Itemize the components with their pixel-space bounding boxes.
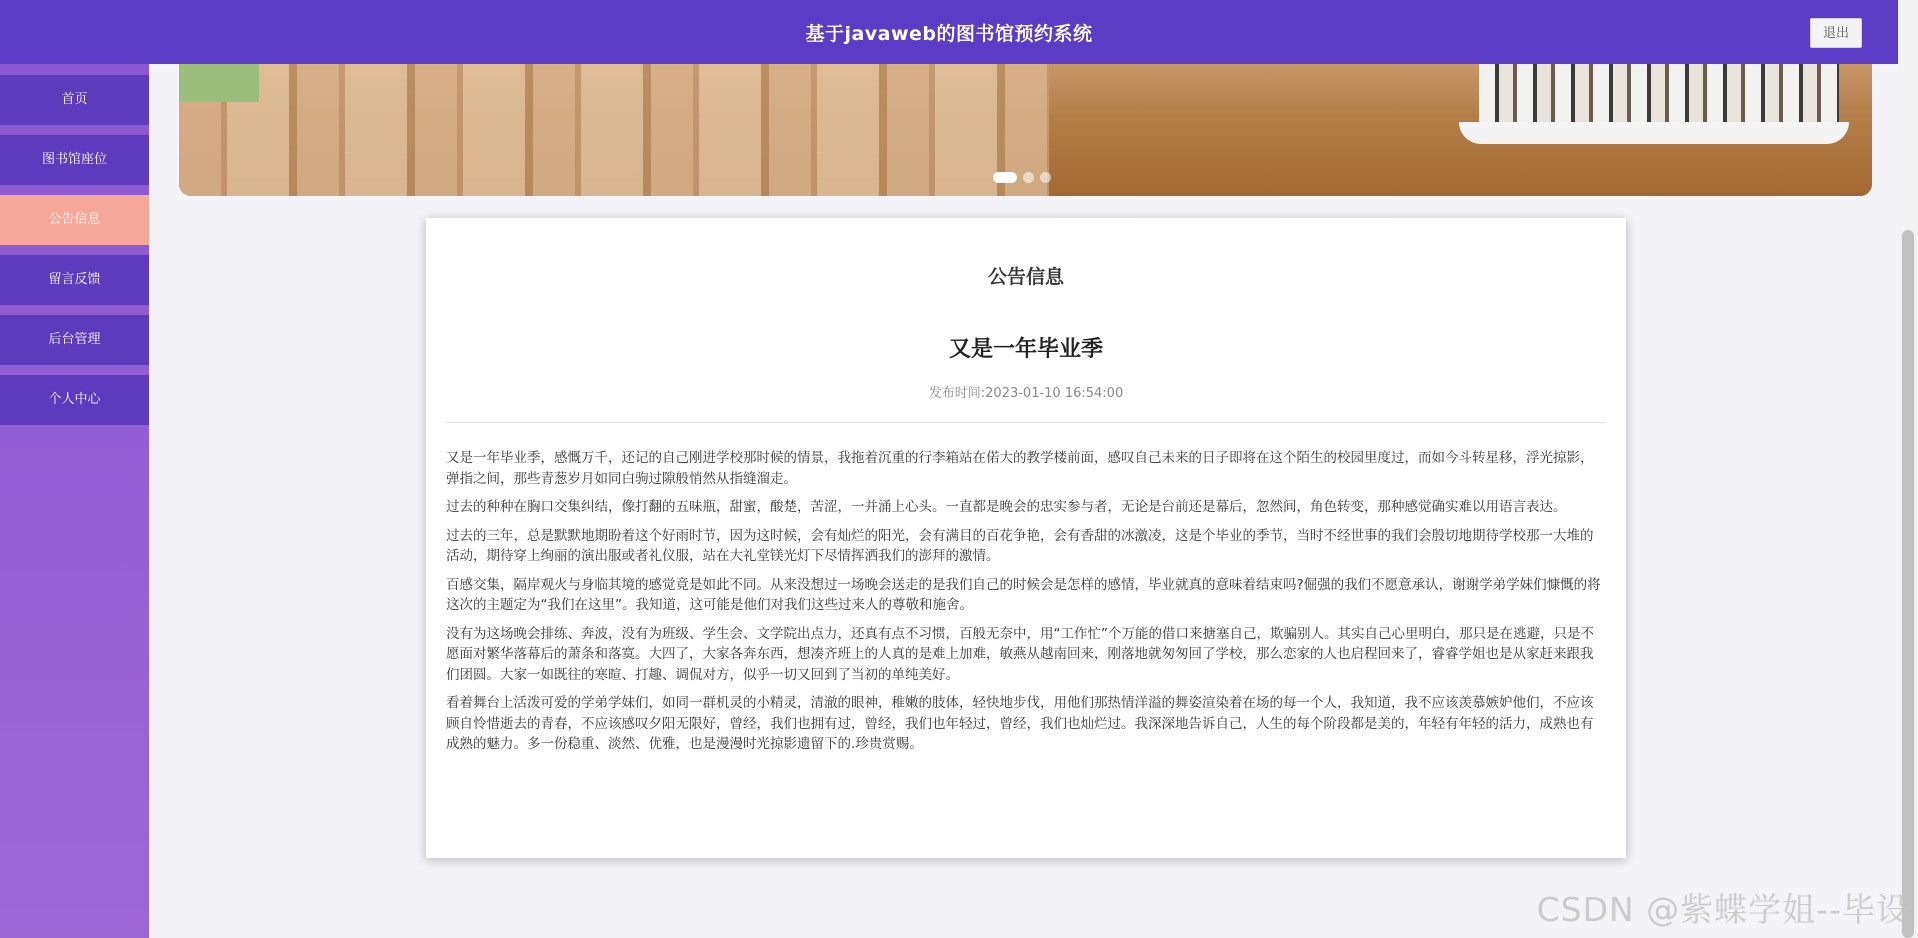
article-paragraph: 没有为这场晚会排练、奔波，没有为班级、学生会、文学院出点力，还真有点不习惯，百般无奈中，用“工作忙”个万能的借口来搪塞自己，欺骗别人。其实自己心里明白，那只是在逃避，只是不愿面对繁华落幕后的萧条和落寞。大四了，大家各奔东西，想凑齐班上的人真的是难上加难，敏燕从越南回来，刚落地就匆匆回了学校，那么恋家的人也启程回来了，睿睿学姐也是从家赶来跟我们团圆。大家一如既往的寒暄、打趣、调侃对方，似乎一切又回到了当初的单纯美好。 <box>446 625 1594 683</box>
banner-image-bench <box>179 64 259 102</box>
article-paragraph: 百感交集，隔岸观火与身临其境的感觉竟是如此不同。从来没想过一场晚会送走的是我们自己的时候会是怎样的感情，毕业就真的意味着结束吗?倔强的我们不愿意承认，谢谢学弟学妹们慷慨的将这次的主题定为“我们在这里”。我知道，这可能是他们对我们这些过来人的尊敬和施舍。 <box>446 576 1601 613</box>
sidebar-item-profile[interactable]: 个人中心 <box>0 375 149 425</box>
sidebar-item-home[interactable]: 首页 <box>0 75 149 125</box>
logout-button[interactable]: 退出 <box>1810 18 1862 48</box>
article-paragraph: 又是一年毕业季，感慨万千，还记的自己刚进学校那时候的情景，我拖着沉重的行李箱站在偌大的教学楼前面，感叹自己未来的日子即将在这个陌生的校园里度过，而如今斗转星移，浮光掠影，弹指之间，那些青葱岁月如同白驹过隙般悄然从指缝溜走。 <box>446 450 1594 487</box>
announcement-card <box>426 218 1626 858</box>
top-header <box>0 0 1898 64</box>
scrollbar-thumb[interactable] <box>1902 230 1914 938</box>
article-body <box>446 448 1606 763</box>
section-heading: 公告信息 <box>987 266 1064 288</box>
banner-image-wall <box>179 64 1049 196</box>
sidebar-item-library-seats[interactable]: 图书馆座位 <box>0 135 149 185</box>
banner-image-bookshelf <box>1479 64 1839 124</box>
sidebar <box>0 64 149 938</box>
publish-time <box>426 382 1626 401</box>
carousel-dot-1[interactable] <box>993 172 1017 183</box>
article-paragraph: 看着舞台上活泼可爱的学弟学妹们，如同一群机灵的小精灵，清澈的眼神，稚嫩的肢体，轻快地步伐，用他们那热情洋溢的舞姿渲染着在场的每一个人，我知道，我不应该羡慕嫉妒他们，不应该顾自怜惜逝去的青春，不应该感叹夕阳无限好，曾经，我们也拥有过，曾经，我们也年轻过，曾经，我们也灿烂过。我深深地告诉自己，人生的每个阶段都是美的，年轻有年轻的活力，成熟也有成熟的魅力。多一份稳重、淡然、优雅，也是漫漫时光掠影遗留下的.珍贵赏赐。 <box>446 695 1594 752</box>
watermark: CSDN @紫蝶学姐--毕设 <box>1536 890 1910 929</box>
carousel-dot-3[interactable] <box>1040 172 1051 183</box>
article-paragraph: 过去的三年，总是默默地期盼着这个好雨时节，因为这时候，会有灿烂的阳光，会有满目的百花争艳，会有香甜的冰激凌，这是个毕业的季节，当时不经世事的我们会殷切地期待学校那一大堆的活动，期待穿上绚丽的演出服或者礼仪服，站在大礼堂镁光灯下尽情挥洒我们的澎拜的激情。 <box>446 527 1594 564</box>
carousel-indicators <box>993 172 1051 183</box>
sidebar-item-admin[interactable]: 后台管理 <box>0 315 149 365</box>
carousel-dot-2[interactable] <box>1023 172 1034 183</box>
publish-time-label: 发布时间: <box>928 386 986 401</box>
banner-image-shelf-base <box>1459 122 1849 144</box>
article-title: 又是一年毕业季 <box>948 337 1103 362</box>
sidebar-item-announcements[interactable]: 公告信息 <box>0 195 149 245</box>
sidebar-item-feedback[interactable]: 留言反馈 <box>0 255 149 305</box>
scrollbar-track[interactable] <box>1898 0 1918 938</box>
app-title: 基于javaweb的图书馆预约系统 <box>805 22 1093 45</box>
article-paragraph: 过去的种种在胸口交集纠结，像打翻的五味瓶，甜蜜，酸楚，苦涩，一并涌上心头。一直都是晚会的忠实参与者，无论是台前还是幕后，忽然间，角色转变，那种感觉确实难以用语言表达。 <box>446 499 1567 515</box>
publish-time-value: 2023-01-10 16:54:00 <box>985 386 1124 401</box>
divider <box>446 422 1606 423</box>
